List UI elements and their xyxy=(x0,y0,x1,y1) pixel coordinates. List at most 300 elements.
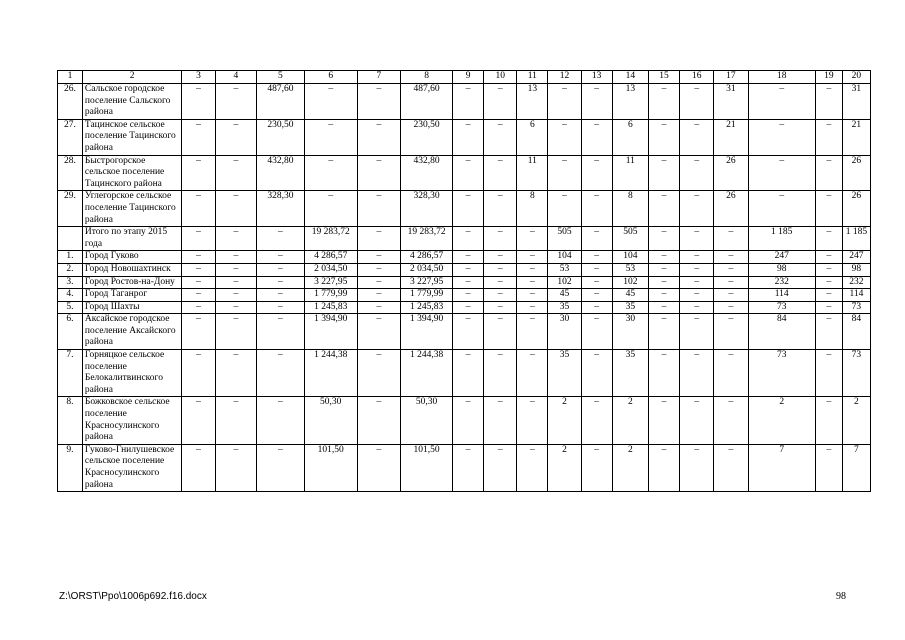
value-cell: 114 xyxy=(748,289,815,302)
settlement-name-cell: Город Таганрог xyxy=(82,289,182,302)
value-cell: 31 xyxy=(842,84,870,120)
value-cell: – xyxy=(182,191,215,227)
value-cell: 1 394,90 xyxy=(304,314,357,350)
value-cell: – xyxy=(548,119,581,155)
value-cell: – xyxy=(453,227,484,251)
value-cell: – xyxy=(257,276,305,289)
value-cell: – xyxy=(215,350,256,397)
value-cell: – xyxy=(680,350,714,397)
value-cell: 98 xyxy=(842,263,870,276)
value-cell: – xyxy=(484,314,517,350)
value-cell: – xyxy=(815,444,842,491)
value-cell: – xyxy=(453,397,484,444)
value-cell: – xyxy=(357,155,401,191)
value-cell: – xyxy=(648,276,679,289)
value-cell: – xyxy=(357,289,401,302)
row-number-cell: 6. xyxy=(58,314,83,350)
value-cell: 1 779,99 xyxy=(304,289,357,302)
column-header: 6 xyxy=(304,71,357,84)
column-header: 13 xyxy=(581,71,612,84)
value-cell: – xyxy=(215,397,256,444)
value-cell: 1 244,38 xyxy=(304,350,357,397)
value-cell: 505 xyxy=(612,227,648,251)
value-cell: – xyxy=(648,289,679,302)
value-cell: 1 245,83 xyxy=(304,301,357,314)
value-cell: 13 xyxy=(612,84,648,120)
value-cell: – xyxy=(182,444,215,491)
value-cell: – xyxy=(581,251,612,264)
value-cell: – xyxy=(680,119,714,155)
value-cell: – xyxy=(680,227,714,251)
value-cell: 3 227,95 xyxy=(401,276,453,289)
value-cell: 4 286,57 xyxy=(401,251,453,264)
value-cell: – xyxy=(581,444,612,491)
value-cell: – xyxy=(581,397,612,444)
value-cell: – xyxy=(484,155,517,191)
value-cell: – xyxy=(215,263,256,276)
value-cell: 104 xyxy=(548,251,581,264)
value-cell: – xyxy=(257,289,305,302)
column-header: 9 xyxy=(453,71,484,84)
value-cell: – xyxy=(581,119,612,155)
column-header: 7 xyxy=(357,71,401,84)
value-cell: 247 xyxy=(748,251,815,264)
value-cell: – xyxy=(257,251,305,264)
value-cell: – xyxy=(182,263,215,276)
value-cell: – xyxy=(648,350,679,397)
value-cell: – xyxy=(680,397,714,444)
row-number-cell: 28. xyxy=(58,155,83,191)
value-cell: 1 185 xyxy=(748,227,815,251)
value-cell: – xyxy=(648,119,679,155)
column-header: 11 xyxy=(517,71,548,84)
value-cell: 84 xyxy=(748,314,815,350)
value-cell: – xyxy=(215,289,256,302)
settlement-name-cell: Сальское городское поселение Сальского района xyxy=(82,84,182,120)
table-row xyxy=(58,350,871,397)
value-cell: – xyxy=(484,251,517,264)
value-cell: – xyxy=(453,84,484,120)
table-row xyxy=(58,155,871,191)
value-cell: – xyxy=(257,397,305,444)
value-cell: – xyxy=(484,289,517,302)
column-header: 2 xyxy=(82,71,182,84)
value-cell: 432,80 xyxy=(401,155,453,191)
value-cell: 2 xyxy=(548,397,581,444)
value-cell: 19 283,72 xyxy=(401,227,453,251)
value-cell: – xyxy=(714,227,748,251)
row-number-cell: 4. xyxy=(58,289,83,302)
value-cell: – xyxy=(815,155,842,191)
value-cell: 3 227,95 xyxy=(304,276,357,289)
value-cell: 2 xyxy=(842,397,870,444)
value-cell: – xyxy=(453,444,484,491)
value-cell: – xyxy=(257,301,305,314)
value-cell: – xyxy=(680,84,714,120)
value-cell: – xyxy=(357,227,401,251)
value-cell: – xyxy=(453,301,484,314)
value-cell: 1 244,38 xyxy=(401,350,453,397)
table-row xyxy=(58,191,871,227)
value-cell: – xyxy=(257,314,305,350)
value-cell: 11 xyxy=(612,155,648,191)
value-cell: – xyxy=(182,397,215,444)
value-cell: – xyxy=(648,397,679,444)
value-cell: – xyxy=(453,350,484,397)
value-cell: 104 xyxy=(612,251,648,264)
value-cell: 26 xyxy=(714,191,748,227)
value-cell: – xyxy=(182,155,215,191)
value-cell: – xyxy=(484,444,517,491)
value-cell: 1 394,90 xyxy=(401,314,453,350)
value-cell: – xyxy=(648,155,679,191)
value-cell: – xyxy=(304,119,357,155)
value-cell: 98 xyxy=(748,263,815,276)
value-cell: – xyxy=(484,350,517,397)
value-cell: – xyxy=(517,397,548,444)
value-cell: 19 283,72 xyxy=(304,227,357,251)
value-cell: – xyxy=(581,84,612,120)
settlement-name-cell: Горняцкое сельское поселение Белокалитвинского района xyxy=(82,350,182,397)
value-cell: 73 xyxy=(842,350,870,397)
value-cell: 50,30 xyxy=(304,397,357,444)
column-header: 19 xyxy=(815,71,842,84)
value-cell: 328,30 xyxy=(401,191,453,227)
value-cell: – xyxy=(680,301,714,314)
table-row xyxy=(58,276,871,289)
value-cell: – xyxy=(182,314,215,350)
value-cell: 230,50 xyxy=(401,119,453,155)
value-cell: 2 034,50 xyxy=(401,263,453,276)
value-cell: 13 xyxy=(517,84,548,120)
table-row xyxy=(58,227,871,251)
value-cell: 26 xyxy=(842,191,870,227)
value-cell: 8 xyxy=(612,191,648,227)
value-cell: – xyxy=(304,84,357,120)
page-number: 98 xyxy=(836,591,846,602)
value-cell: 6 xyxy=(612,119,648,155)
value-cell: – xyxy=(453,119,484,155)
value-cell: – xyxy=(581,263,612,276)
value-cell: 7 xyxy=(748,444,815,491)
value-cell: – xyxy=(680,251,714,264)
value-cell: – xyxy=(581,227,612,251)
value-cell: – xyxy=(182,276,215,289)
value-cell: – xyxy=(215,84,256,120)
value-cell: – xyxy=(815,301,842,314)
value-cell: 2 034,50 xyxy=(304,263,357,276)
value-cell: 21 xyxy=(842,119,870,155)
value-cell: – xyxy=(648,191,679,227)
value-cell: – xyxy=(453,276,484,289)
value-cell: 26 xyxy=(714,155,748,191)
value-cell: – xyxy=(453,263,484,276)
value-cell: – xyxy=(581,301,612,314)
value-cell: – xyxy=(714,314,748,350)
column-header: 5 xyxy=(257,71,305,84)
table-row xyxy=(58,119,871,155)
value-cell: – xyxy=(680,289,714,302)
column-header: 4 xyxy=(215,71,256,84)
value-cell: – xyxy=(648,314,679,350)
value-cell: – xyxy=(548,155,581,191)
value-cell: – xyxy=(517,350,548,397)
row-number-cell: 29. xyxy=(58,191,83,227)
value-cell: – xyxy=(453,191,484,227)
value-cell: – xyxy=(680,263,714,276)
value-cell: – xyxy=(215,191,256,227)
value-cell: 101,50 xyxy=(304,444,357,491)
value-cell: – xyxy=(484,227,517,251)
value-cell: – xyxy=(815,227,842,251)
value-cell: 45 xyxy=(612,289,648,302)
value-cell: 73 xyxy=(748,301,815,314)
row-number-cell: 27. xyxy=(58,119,83,155)
value-cell: – xyxy=(581,155,612,191)
row-number-cell: 9. xyxy=(58,444,83,491)
value-cell: – xyxy=(581,191,612,227)
value-cell: – xyxy=(517,276,548,289)
value-cell: – xyxy=(357,301,401,314)
value-cell: – xyxy=(815,263,842,276)
value-cell: – xyxy=(257,263,305,276)
value-cell: – xyxy=(182,289,215,302)
value-cell: – xyxy=(815,276,842,289)
value-cell: 50,30 xyxy=(401,397,453,444)
value-cell: – xyxy=(714,350,748,397)
value-cell: 487,60 xyxy=(257,84,305,120)
value-cell: – xyxy=(215,227,256,251)
value-cell: 114 xyxy=(842,289,870,302)
settlement-name-cell: Тацинское сельское поселение Тацинского района xyxy=(82,119,182,155)
row-number-cell: 2. xyxy=(58,263,83,276)
value-cell: – xyxy=(815,350,842,397)
value-cell: 2 xyxy=(748,397,815,444)
value-cell: – xyxy=(581,276,612,289)
settlement-name-cell: Аксайское городское поселение Аксайского района xyxy=(82,314,182,350)
value-cell: – xyxy=(357,397,401,444)
value-cell: 247 xyxy=(842,251,870,264)
value-cell: – xyxy=(680,155,714,191)
column-header: 14 xyxy=(612,71,648,84)
value-cell: – xyxy=(517,314,548,350)
value-cell: – xyxy=(182,84,215,120)
value-cell: – xyxy=(714,301,748,314)
value-cell: – xyxy=(714,263,748,276)
settlement-name-cell: Быстрогорское сельское поселение Тацинского района xyxy=(82,155,182,191)
value-cell: – xyxy=(453,251,484,264)
value-cell: 35 xyxy=(548,301,581,314)
table-row xyxy=(58,84,871,120)
value-cell: – xyxy=(357,263,401,276)
value-cell: – xyxy=(357,119,401,155)
value-cell: 232 xyxy=(748,276,815,289)
value-cell: – xyxy=(815,119,842,155)
table-row xyxy=(58,397,871,444)
value-cell: – xyxy=(182,119,215,155)
value-cell: 35 xyxy=(612,301,648,314)
column-header: 15 xyxy=(648,71,679,84)
value-cell: – xyxy=(815,314,842,350)
value-cell: – xyxy=(215,251,256,264)
value-cell: – xyxy=(748,155,815,191)
value-cell: – xyxy=(581,289,612,302)
value-cell: – xyxy=(548,84,581,120)
table-header-row xyxy=(58,71,871,84)
value-cell: – xyxy=(357,444,401,491)
value-cell: 2 xyxy=(612,397,648,444)
value-cell: – xyxy=(748,191,815,227)
value-cell: 2 xyxy=(612,444,648,491)
value-cell: 102 xyxy=(548,276,581,289)
value-cell: – xyxy=(304,155,357,191)
value-cell: – xyxy=(815,397,842,444)
settlement-name-cell: Итого по этапу 2015 года xyxy=(82,227,182,251)
row-number-cell: 7. xyxy=(58,350,83,397)
value-cell: – xyxy=(484,397,517,444)
value-cell: – xyxy=(215,155,256,191)
value-cell: 73 xyxy=(748,350,815,397)
value-cell: 73 xyxy=(842,301,870,314)
value-cell: – xyxy=(714,251,748,264)
value-cell: – xyxy=(680,444,714,491)
value-cell: – xyxy=(648,301,679,314)
value-cell: – xyxy=(648,263,679,276)
row-number-cell xyxy=(58,227,83,251)
table-row xyxy=(58,314,871,350)
value-cell: 45 xyxy=(548,289,581,302)
value-cell: – xyxy=(714,397,748,444)
settlement-name-cell: Углегорское сельское поселение Тацинского района xyxy=(82,191,182,227)
value-cell: – xyxy=(257,350,305,397)
column-header: 8 xyxy=(401,71,453,84)
value-cell: – xyxy=(517,227,548,251)
value-cell: 432,80 xyxy=(257,155,305,191)
footer-file-path: Z:\ORST\Ppo\1006p692.f16.docx xyxy=(59,591,207,602)
value-cell: 230,50 xyxy=(257,119,305,155)
column-header: 3 xyxy=(182,71,215,84)
value-cell: – xyxy=(357,350,401,397)
column-header: 17 xyxy=(714,71,748,84)
settlement-name-cell: Город Новошахтинск xyxy=(82,263,182,276)
value-cell: 487,60 xyxy=(401,84,453,120)
value-cell: 102 xyxy=(612,276,648,289)
value-cell: – xyxy=(484,276,517,289)
value-cell: – xyxy=(453,155,484,191)
value-cell: – xyxy=(215,314,256,350)
value-cell: – xyxy=(215,301,256,314)
value-cell: – xyxy=(484,263,517,276)
value-cell: 505 xyxy=(548,227,581,251)
value-cell: – xyxy=(357,314,401,350)
value-cell: 53 xyxy=(612,263,648,276)
value-cell: – xyxy=(182,301,215,314)
value-cell: 35 xyxy=(612,350,648,397)
column-header: 18 xyxy=(748,71,815,84)
value-cell: – xyxy=(680,276,714,289)
column-header: 16 xyxy=(680,71,714,84)
value-cell: – xyxy=(484,119,517,155)
value-cell: – xyxy=(517,263,548,276)
value-cell: – xyxy=(182,227,215,251)
value-cell: – xyxy=(648,444,679,491)
value-cell: – xyxy=(517,289,548,302)
value-cell: – xyxy=(484,191,517,227)
value-cell: – xyxy=(215,276,256,289)
value-cell: – xyxy=(748,119,815,155)
value-cell: 31 xyxy=(714,84,748,120)
value-cell: – xyxy=(748,84,815,120)
value-cell: 8 xyxy=(517,191,548,227)
value-cell: – xyxy=(648,227,679,251)
value-cell: – xyxy=(517,301,548,314)
table-row xyxy=(58,251,871,264)
value-cell: 1 245,83 xyxy=(401,301,453,314)
value-cell: 1 779,99 xyxy=(401,289,453,302)
table-row xyxy=(58,289,871,302)
value-cell: – xyxy=(257,444,305,491)
value-cell: – xyxy=(517,251,548,264)
table-row xyxy=(58,444,871,491)
value-cell: 84 xyxy=(842,314,870,350)
settlement-name-cell: Город Ростов-на-Дону xyxy=(82,276,182,289)
value-cell: – xyxy=(648,251,679,264)
value-cell: – xyxy=(815,251,842,264)
value-cell: 26 xyxy=(842,155,870,191)
value-cell: – xyxy=(517,444,548,491)
value-cell: – xyxy=(257,227,305,251)
value-cell: – xyxy=(357,276,401,289)
value-cell: – xyxy=(815,191,842,227)
column-header: 10 xyxy=(484,71,517,84)
value-cell: – xyxy=(182,251,215,264)
value-cell: – xyxy=(453,314,484,350)
settlement-name-cell: Город Гуково xyxy=(82,251,182,264)
value-cell: – xyxy=(714,276,748,289)
settlement-name-cell: Гуково-Гнилушевское сельское поселение Красносулинского района xyxy=(82,444,182,491)
value-cell: 30 xyxy=(612,314,648,350)
value-cell: 328,30 xyxy=(257,191,305,227)
value-cell: – xyxy=(484,84,517,120)
value-cell: – xyxy=(581,350,612,397)
column-header: 20 xyxy=(842,71,870,84)
value-cell: – xyxy=(548,191,581,227)
table-row xyxy=(58,263,871,276)
column-header: 12 xyxy=(548,71,581,84)
value-cell: – xyxy=(484,301,517,314)
value-cell: 232 xyxy=(842,276,870,289)
row-number-cell: 3. xyxy=(58,276,83,289)
value-cell: – xyxy=(714,444,748,491)
value-cell: – xyxy=(648,84,679,120)
value-cell: 2 xyxy=(548,444,581,491)
data-table xyxy=(57,70,871,492)
value-cell: – xyxy=(714,289,748,302)
value-cell: 30 xyxy=(548,314,581,350)
value-cell: – xyxy=(304,191,357,227)
value-cell: 101,50 xyxy=(401,444,453,491)
column-header: 1 xyxy=(58,71,83,84)
settlement-name-cell: Божковское сельское поселение Красносулинского района xyxy=(82,397,182,444)
value-cell: 11 xyxy=(517,155,548,191)
settlement-name-cell: Город Шахты xyxy=(82,301,182,314)
value-cell: – xyxy=(680,314,714,350)
value-cell: – xyxy=(215,119,256,155)
value-cell: – xyxy=(357,251,401,264)
value-cell: 35 xyxy=(548,350,581,397)
row-number-cell: 5. xyxy=(58,301,83,314)
row-number-cell: 26. xyxy=(58,84,83,120)
